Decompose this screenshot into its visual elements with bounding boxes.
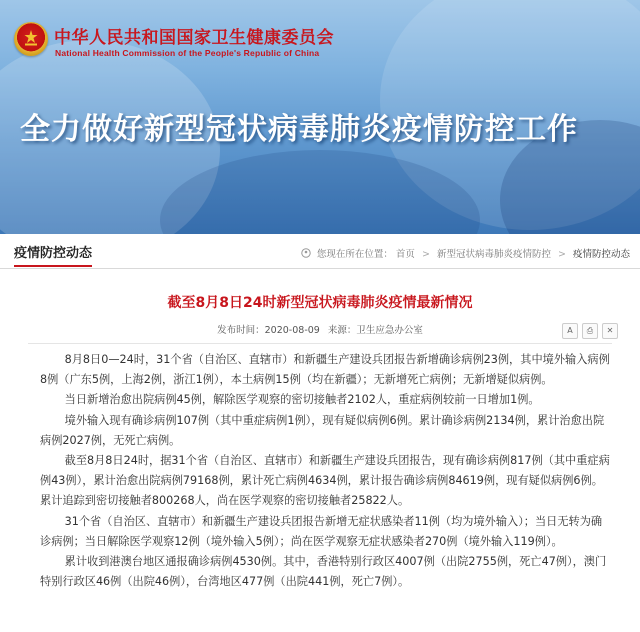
paragraph: 31个省（自治区、直辖市）和新疆生产建设兵团报告新增无症状感染者11例（均为境外输入）；当日无转为确诊病例；当日解除医学观察12例（境外输入5例）；尚在医学观察无症状感染者270例（境外输入119例）。 <box>40 514 603 548</box>
article-meta <box>0 322 640 336</box>
article-tools <box>558 320 618 339</box>
paragraph: 截至8月8日24时，据31个省（自治区、直辖市）和新疆生产建设兵团报告，现有确诊病例817例（其中重症病例43例），累计治愈出院病例79168例，累计死亡病例4634例，累计报告确诊病例84619例，现有疑似病例6例。累计追踪到密切接触者800268人，尚在医学观察的密切接触者25822人。 <box>40 454 610 508</box>
divider <box>28 343 612 344</box>
breadcrumb-location-label: 您现在所在位置： <box>316 249 393 260</box>
section-title[interactable]: 疫情防控动态 <box>14 242 92 267</box>
home-icon <box>301 248 311 261</box>
paragraph: 境外输入现有确诊病例107例（其中重症病例1例），现有疑似病例6例。累计确诊病例2134例，累计治愈出院病例2027例，无死亡病例。 <box>40 413 605 447</box>
breadcrumb-item-current[interactable]: 疫情防控动态 <box>572 249 630 260</box>
org-name-en: National Health Commission of the People's Republic of China <box>55 48 320 58</box>
header-banner <box>0 0 640 234</box>
font-size-button[interactable]: A <box>562 323 578 339</box>
section-nav-bar <box>0 238 640 269</box>
breadcrumb-item-home[interactable]: 首页 <box>395 249 415 260</box>
banner-slogan: 全力做好新型冠状病毒肺炎疫情防控工作 <box>20 112 578 147</box>
breadcrumb-separator: > <box>421 249 430 260</box>
paragraph: 累计收到港澳台地区通报确诊病例4530例。其中，香港特别行政区4007例（出院2755例，死亡47例），澳门特别行政区46例（出院46例），台湾地区477例（出院441例，死亡7例）。 <box>40 555 607 589</box>
publish-date: 2020-08-09 <box>264 325 320 336</box>
close-button[interactable]: ✕ <box>602 323 618 339</box>
breadcrumb <box>301 246 630 261</box>
national-emblem-icon[interactable] <box>14 22 48 56</box>
print-button[interactable]: ⎙ <box>582 323 598 339</box>
breadcrumb-separator: > <box>557 249 566 260</box>
org-name-cn[interactable]: 中华人民共和国国家卫生健康委员会 <box>54 28 334 48</box>
publish-label: 发布时间： <box>217 325 265 336</box>
source-label: 来源： <box>327 325 357 336</box>
breadcrumb-item-epidemic[interactable]: 新型冠状病毒肺炎疫情防控 <box>436 249 551 260</box>
paragraph: 当日新增治愈出院病例45例，解除医学观察的密切接触者2102人，重症病例较前一日增加1例。 <box>64 393 540 407</box>
paragraph: 8月8日0—24时，31个省（自治区、直辖市）和新疆生产建设兵团报告新增确诊病例23例，其中境外输入病例8例（广东5例，上海2例，浙江1例），本土病例15例（均在新疆）；无新增死亡病例；无新增疑似病例。 <box>40 353 610 387</box>
source-name: 卫生应急办公室 <box>356 325 423 336</box>
article-title: 截至8月8日24时新型冠状病毒肺炎疫情最新情况 <box>167 295 473 311</box>
article-body <box>40 350 612 592</box>
